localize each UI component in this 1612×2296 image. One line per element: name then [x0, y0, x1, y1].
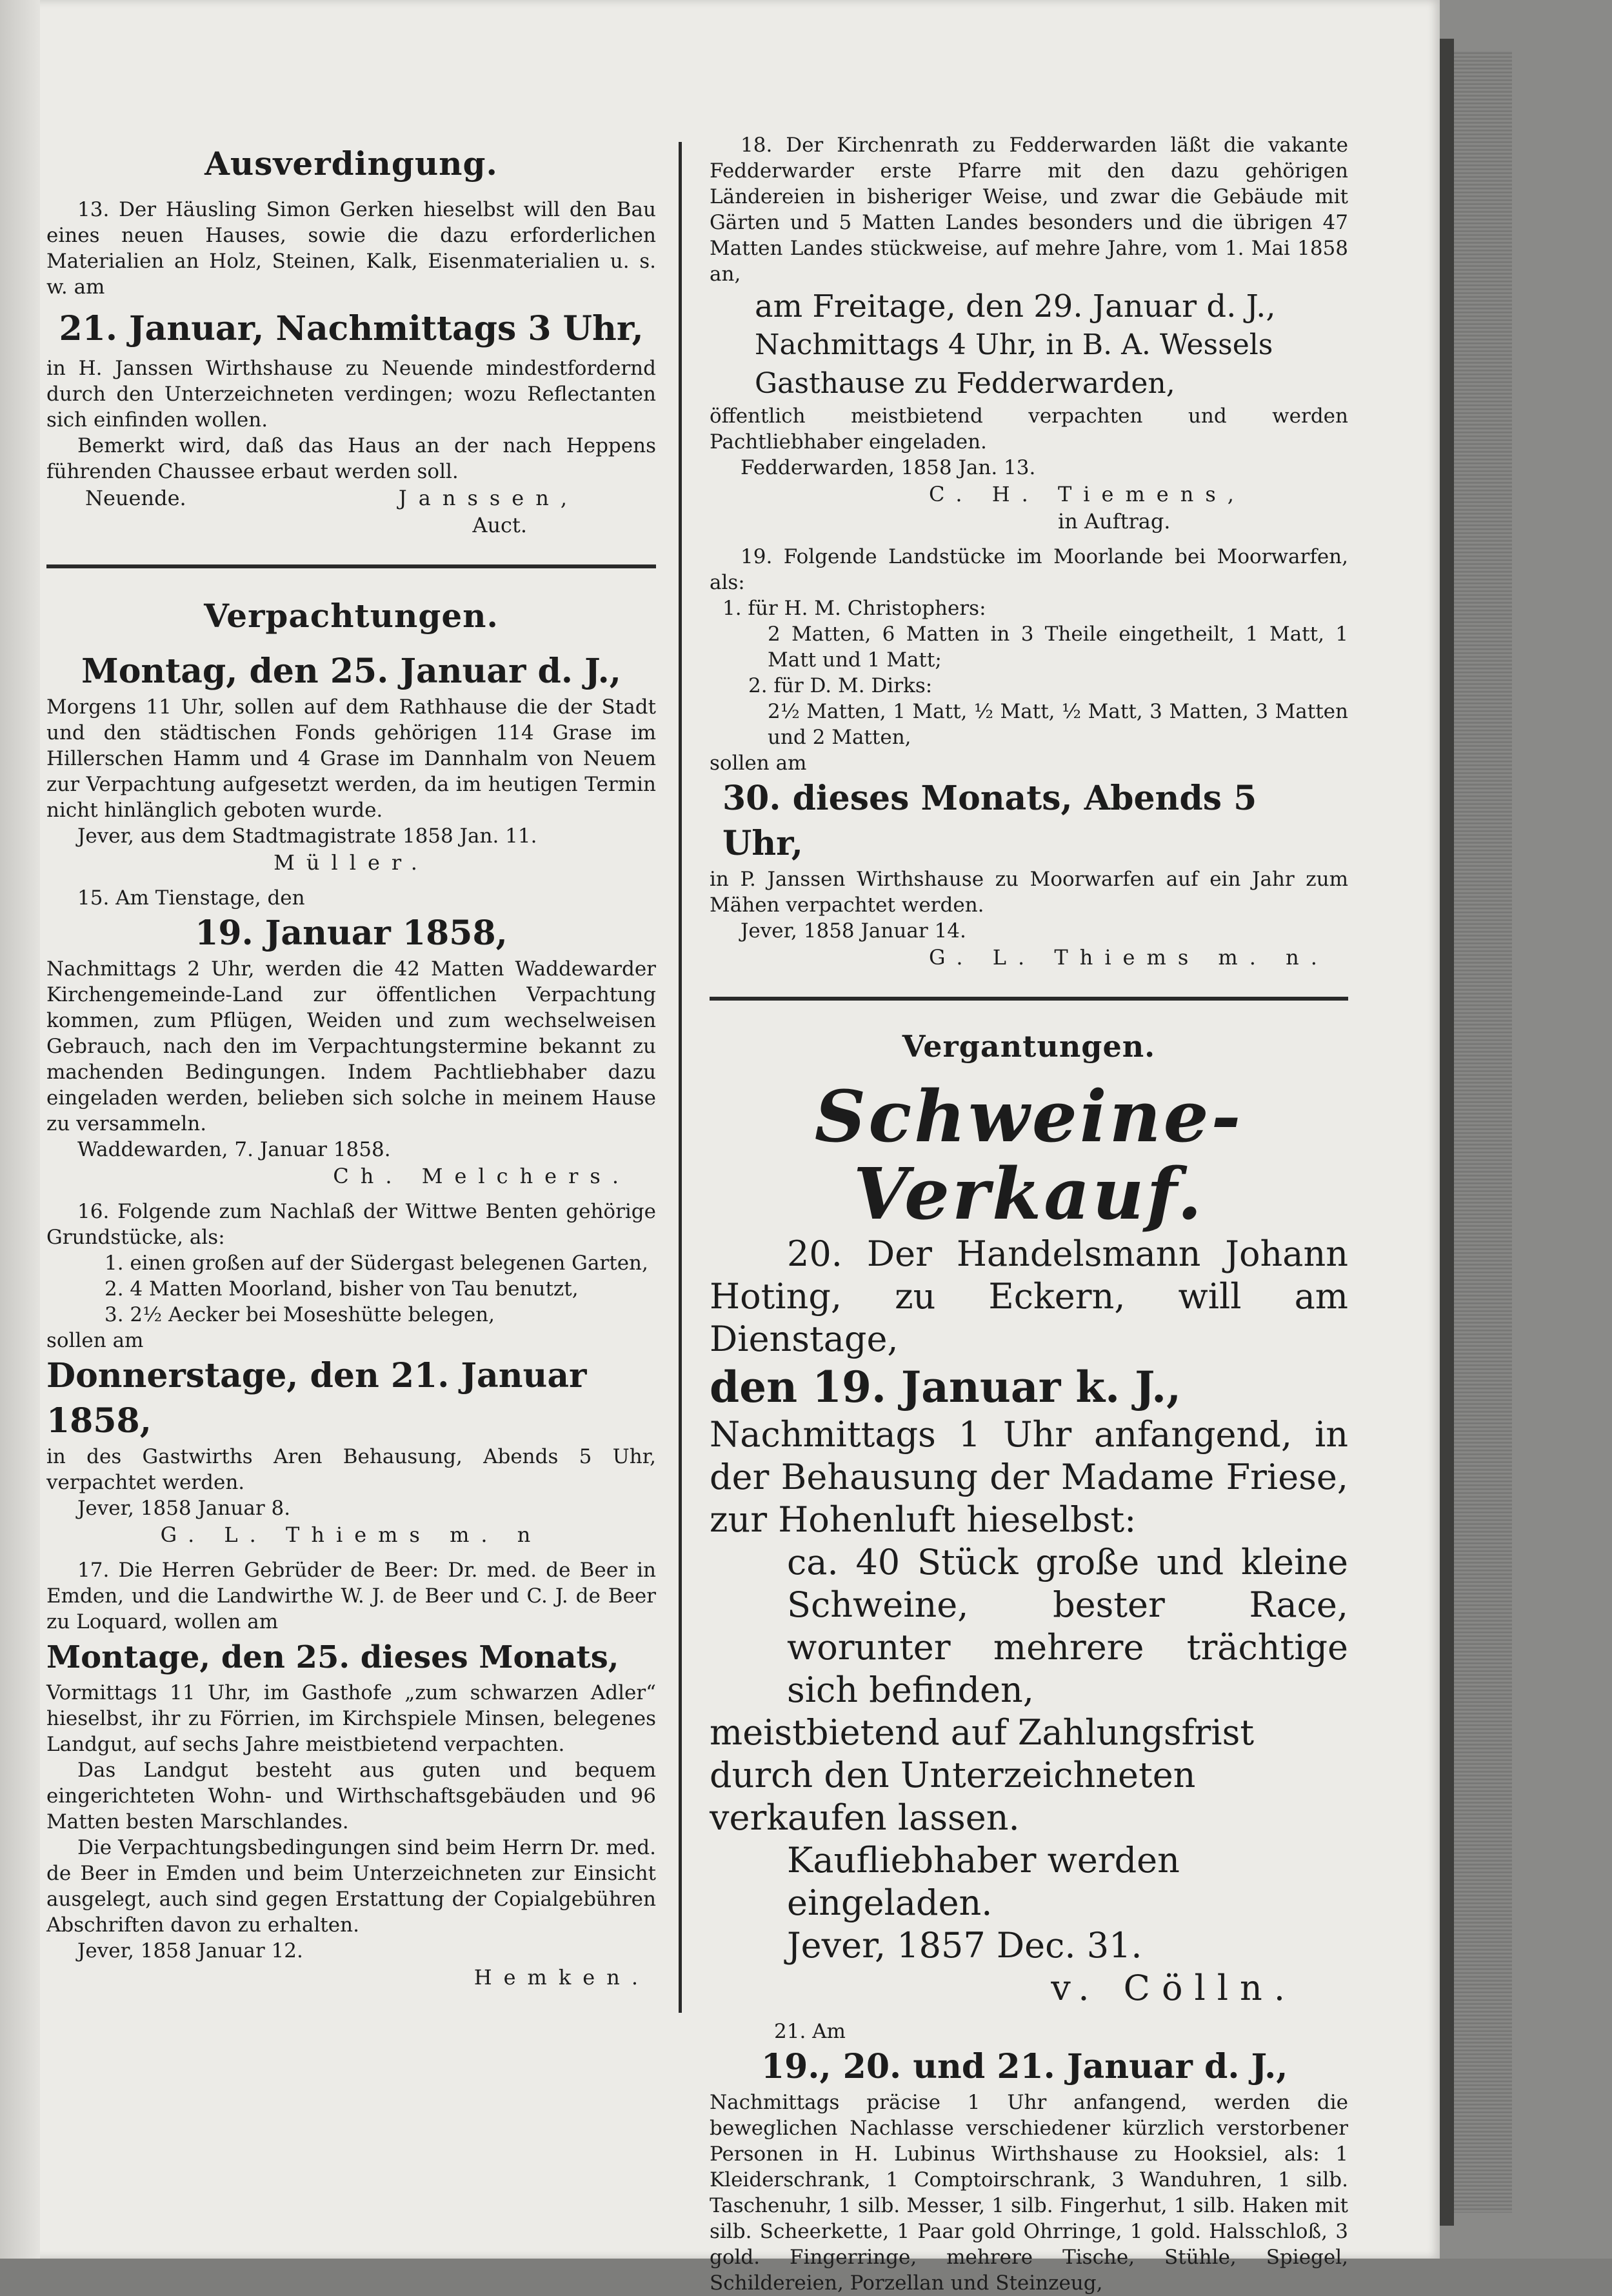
notice-16-intro: 16. Folgende zum Nachlaß der Wittwe Benten gehörige Grundstücke, als: — [46, 1200, 656, 1249]
notice-14-signature: Müller. — [274, 850, 429, 875]
book-spine-edge — [1440, 39, 1454, 2226]
notice-16-date: Donnerstage, den 21. Januar 1858, — [46, 1356, 587, 1441]
notice-13-date: 21. Januar, Nachmittags 3 Uhr, — [59, 309, 644, 348]
notice-18-text: 18. Der Kirchenrath zu Fedderwarden läßt die vakante Fedderwarder erste Pfarre mit den dazu gehörigen Ländereien in bisheriger Weise, und zwar die Gebäude mit Gärten und 5 Matten Landes besonders und die übrigen 47 Matten Landes stückweise, auf mehre Jahre, vom 1. Mai 1858 an, — [710, 134, 1348, 286]
notice-21-intro: 21. Am — [774, 2020, 846, 2043]
column-rule — [679, 142, 682, 2013]
notice-20-goods: ca. 40 Stück große und kleine Schweine, bester Race, worunter mehrere trächtige sich befinden, — [787, 1542, 1348, 1710]
notice-15-date: 19. Januar 1858, — [195, 913, 508, 953]
notice-14-date: Montag, den 25. Januar d. J., — [81, 652, 621, 691]
notice-18-signature: C. H. Tiemens, — [929, 482, 1246, 506]
right-column — [710, 132, 1348, 2296]
notice-20-invitation: Kaufliebhaber werden eingeladen. — [787, 1840, 1180, 1923]
notice-17-landgut: Das Landgut besteht aus guten und bequem eingerichteten Wohn- und Wirthschaftsgebäuden und 96 Matten besten Marschlandes. — [46, 1759, 656, 1833]
notice-17-conditions: Die Verpachtungsbedingungen sind beim Herrn Dr. med. de Beer in Emden und beim Unterzeichneten zur Einsicht ausgelegt, auch sind gegen Erstattung der Copialgebühren Abschriften davon zu erhalten. — [46, 1836, 656, 1937]
notice-19-list-1: 1. für H. M. Christophers: — [722, 597, 986, 620]
notice-17-date: Montage, den 25. dieses Monats, — [46, 1639, 619, 1675]
notice-17-intro: 17. Die Herren Gebrüder de Beer: Dr. med. de Beer in Emden, und die Landwirthe W. J. de Beer und C. J. de Beer zu Loquard, wollen am — [46, 1559, 656, 1633]
notice-13-signature: Janssen, — [398, 486, 579, 510]
notice-20-title: Schweine-Verkauf. — [814, 1075, 1244, 1235]
notice-17-text: Vormittags 11 Uhr, im Gasthofe „zum schwarzen Adler“ hieselbst, ihr zu Förrien, im Kirchspiele Minsen, belegenes Landgut, auf sechs Jahre meistbietend verpachten. — [46, 1681, 656, 1756]
notice-14-text: Morgens 11 Uhr, sollen auf dem Rathhause die der Stadt und den städtischen Fonds gehörigen 114 Grase im Hillerschen Hamm und 4 Grase im Dannhalm von Neuem zur Verpachtung aufgesetzt werden, da im heutigen Termin nicht hinlänglich geboten wurde. — [46, 695, 656, 822]
notice-17-signature: Hemken. — [473, 1965, 650, 1990]
notice-15-text: Nachmittags 2 Uhr, werden die 42 Matten Waddewarder Kirchengemeinde-Land zur öffentlichen Verpachtung kommen, zum Pflügen, Weiden und zum wechselweisen Gebrauch, nach den im Verpachtungstermine bekannt zu machenden Bedingungen. Indem Pachtliebhaber dazu eingeladen werden, belieben sich solche in meinem Hause zu versammeln. — [46, 957, 656, 1135]
notice-16-signature: G. L. Thiems m. n — [160, 1522, 542, 1547]
notice-14-place-date: Jever, aus dem Stadtmagistrate 1858 Jan. 11. — [77, 824, 537, 848]
notice-13-details: in H. Janssen Wirthshause zu Neuende mindestfordernd durch den Unterzeichneten verdingen; wozu Reflectanten sich einfinden wollen. — [46, 357, 656, 432]
notice-20-sale: meistbietend auf Zahlungsfrist durch den Unterzeichneten verkaufen lassen. — [710, 1712, 1255, 1838]
section-heading-verpachtungen: Verpachtungen. — [204, 597, 499, 635]
notice-20-signature: v. Cölln. — [1051, 1968, 1297, 2008]
section-heading-vergantungen: Vergantungen. — [902, 1029, 1156, 1064]
notice-20-text: Nachmittags 1 Uhr anfangend, in der Behausung der Madame Friese, zur Hohenluft hieselbst: — [710, 1414, 1348, 1540]
notice-13-signature-row — [46, 484, 656, 512]
notice-18-text-2: öffentlich meistbietend verpachten und werden Pachtliebhaber eingeladen. — [710, 404, 1348, 454]
notice-15-intro: 15. Am Tienstage, den — [77, 886, 305, 910]
notice-19-intro: 19. Folgende Landstücke im Moorlande bei Moorwarfen, als: — [710, 545, 1348, 594]
notice-17-place-date: Jever, 1858 Januar 12. — [77, 1939, 303, 1962]
notice-13-remark: Bemerkt wird, daß das Haus an der nach Heppens führenden Chaussee erbaut werden soll. — [46, 434, 656, 483]
notice-21-text: Nachmittags präcise 1 Uhr anfangend, werden die beweglichen Nachlasse verschiedener kürzlich verstorbener Personen in H. Lubinus Wirthshause zu Hooksiel, als: 1 Kleiderschrank, 1 Comptoirschrank, 3 Wanduhren, 1 silb. Taschenuhr, 1 silb. Messer, 1 silb. Fingerhut, 1 silb. Haken mit silb. Scheerkette, 1 Paar gold Ohrringe, 1 gold. Halsschloß, 3 gold. Fingerringe, mehrere Tische, Stühle, Spiegel, Schildereien, Porzellan und Steinzeug, — [710, 2091, 1348, 2295]
notice-19-list-2: 2. für D. M. Dirks: — [748, 674, 933, 697]
notice-19-date: 30. dieses Monats, Abends 5 Uhr, — [722, 779, 1257, 863]
notice-21-date: 19., 20. und 21. Januar d. J., — [761, 2047, 1288, 2086]
notice-16-item: 1. einen großen auf der Südergast belegenen Garten, — [104, 1252, 648, 1275]
notice-18-date: am Freitage, den 29. Januar d. J., — [755, 288, 1276, 324]
notice-20-date: den 19. Januar k. J., — [710, 1362, 1182, 1412]
notice-13-title: Auct. — [472, 513, 527, 537]
notice-19-list-1-detail: 2 Matten, 6 Matten in 3 Theile eingetheilt, 1 Matt, 1 Matt und 1 Matt; — [768, 623, 1348, 672]
notice-20-intro: 20. Der Handelsmann Johann Hoting, zu Eckern, will am Dienstage, — [710, 1233, 1348, 1359]
notice-18-place-date: Fedderwarden, 1858 Jan. 13. — [741, 456, 1036, 479]
notice-18-time-place: Nachmittags 4 Uhr, in B. A. Wessels Gasthause zu Fedderwarden, — [755, 328, 1273, 400]
notice-20-place-date: Jever, 1857 Dec. 31. — [787, 1925, 1142, 1966]
notice-15-signature: Ch. Melchers. — [333, 1164, 630, 1188]
notice-15-place-date: Waddewarden, 7. Januar 1858. — [77, 1138, 391, 1161]
notice-16-item: 3. 2½ Aecker bei Moseshütte belegen, — [104, 1303, 495, 1326]
notice-16-item: 2. 4 Matten Moorland, bisher von Tau benutzt, — [104, 1277, 579, 1301]
divider — [46, 564, 656, 568]
notice-16-sollen-am: sollen am — [46, 1329, 144, 1352]
notice-13-place: Neuende. — [85, 486, 186, 510]
divider — [710, 997, 1348, 1001]
notice-19-list-2-detail: 2½ Matten, 1 Matt, ½ Matt, ½ Matt, 3 Matten, 3 Matten und 2 Matten, — [768, 700, 1348, 749]
section-heading-ausverdingung: Ausverdingung. — [204, 145, 498, 183]
notice-18-signature-note: in Auftrag. — [1058, 509, 1171, 534]
notice-19-text: in P. Janssen Wirthshause zu Moorwarfen auf ein Jahr zum Mähen verpachtet werden. — [710, 868, 1348, 917]
notice-16-place-date: Jever, 1858 Januar 8. — [77, 1497, 291, 1520]
notice-13-text: 13. Der Häusling Simon Gerken hieselbst will den Bau eines neuen Hauses, sowie die dazu erforderlichen Materialien an Holz, Steinen, Kalk, Eisenmaterialien u. s. w. am — [46, 198, 656, 299]
notice-16-text: in des Gastwirths Aren Behausung, Abends 5 Uhr, verpachtet werden. — [46, 1445, 656, 1494]
left-page-edge — [0, 0, 40, 2259]
notice-19-sollen-am: sollen am — [710, 752, 807, 775]
book-spine-cloth — [1454, 52, 1512, 2213]
left-column — [46, 135, 656, 1991]
notice-19-signature: G. L. Thiems m. n. — [929, 945, 1329, 970]
notice-19-place-date: Jever, 1858 Januar 14. — [741, 919, 966, 943]
